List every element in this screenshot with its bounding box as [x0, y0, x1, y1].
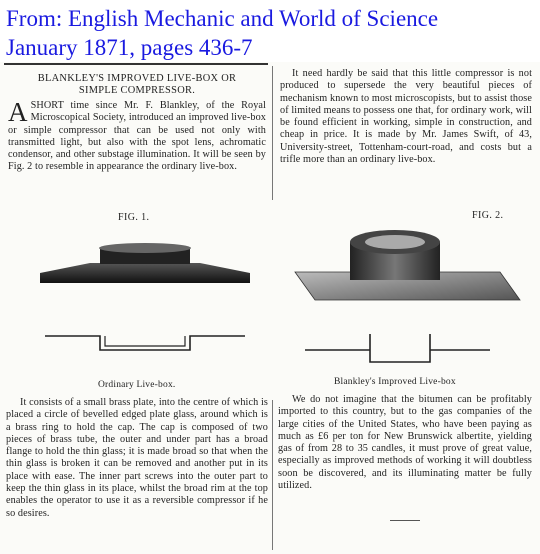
title-line-2: SIMPLE COMPRESSOR. — [78, 85, 196, 96]
column-divider-lower — [272, 400, 273, 550]
paragraph-2 — [280, 68, 532, 166]
paragraph-4 — [278, 394, 532, 492]
top-rule — [4, 63, 268, 65]
fig-1-label: FIG. 1. — [118, 212, 150, 223]
end-rule — [390, 520, 420, 521]
paragraph-4-text: We do not imagine that the bitumen can be profitably imported to this country, but to the gas companies of the large cities of the United States, who have been paying as much as £6 per ton for New Brunswick albertite, yielding gas of from 28 to 35 candles, it must prove of great value, especially as improved methods of working it will doubtless soon be discovered, and its illuminating matter be fully utilized. — [278, 394, 532, 492]
title-line-1: BLANKLEY'S IMPROVED LIVE-BOX OR — [37, 73, 237, 84]
source-line-2: January 1871, pages 436-7 — [6, 35, 253, 60]
paragraph-3-text: It consists of a small brass plate, into the centre of which is placed a circle of bevelled edged plate glass, around which is a brass ring to hold the cap. The cap is composed of two pieces of brass tube, the outer and under part has a broad flange to hold the thin glass; it is made broad so that when the thin glass is broken it can be removed and another put in its place with ease. The inner part screws into the outer part to keep the thin glass in its place, whilst the broad rim at the top enables the operator to use it as a reversible compressor if he so desires. — [6, 397, 268, 519]
article-title — [8, 73, 266, 97]
fig-1-caption: Ordinary Live-box. — [98, 380, 176, 390]
fig-2-caption: Blankley's Improved Live-box — [334, 377, 456, 387]
paragraph-1-text: SHORT time since Mr. F. Blankley, of the Royal Microscopical Society, introduced an improved live-box or simple compressor that can be used not only with transmitted light, but also with the spot lens, achromatic condensor, and other substage illumination. It will be seen by Fig. 2 to resemble in appearance the ordinary live-box. — [8, 100, 266, 173]
source-header — [6, 4, 536, 62]
paragraph-2-text: It need hardly be said that this little compressor is not produced to supersede the very beautiful pieces of mechanism known to most microscopists, but to assist those of limited means to possess one that, for ordinary work, will be found efficient in working, simple in construction, and cheap in price. It is made by Mr. James Swift, of 43, University-street, Tottenham-court-road, and costs but a trifle more than an ordinary live-box. — [280, 68, 532, 166]
fig-2-illustration — [290, 222, 530, 372]
drop-cap: A — [8, 97, 28, 127]
fig-2-label: FIG. 2. — [472, 210, 504, 221]
column-divider — [272, 66, 273, 200]
paragraph-1 — [8, 97, 266, 174]
fig-1-illustration — [30, 228, 260, 378]
paragraph-3 — [6, 397, 268, 520]
source-line-1: From: English Mechanic and World of Science — [6, 6, 439, 31]
